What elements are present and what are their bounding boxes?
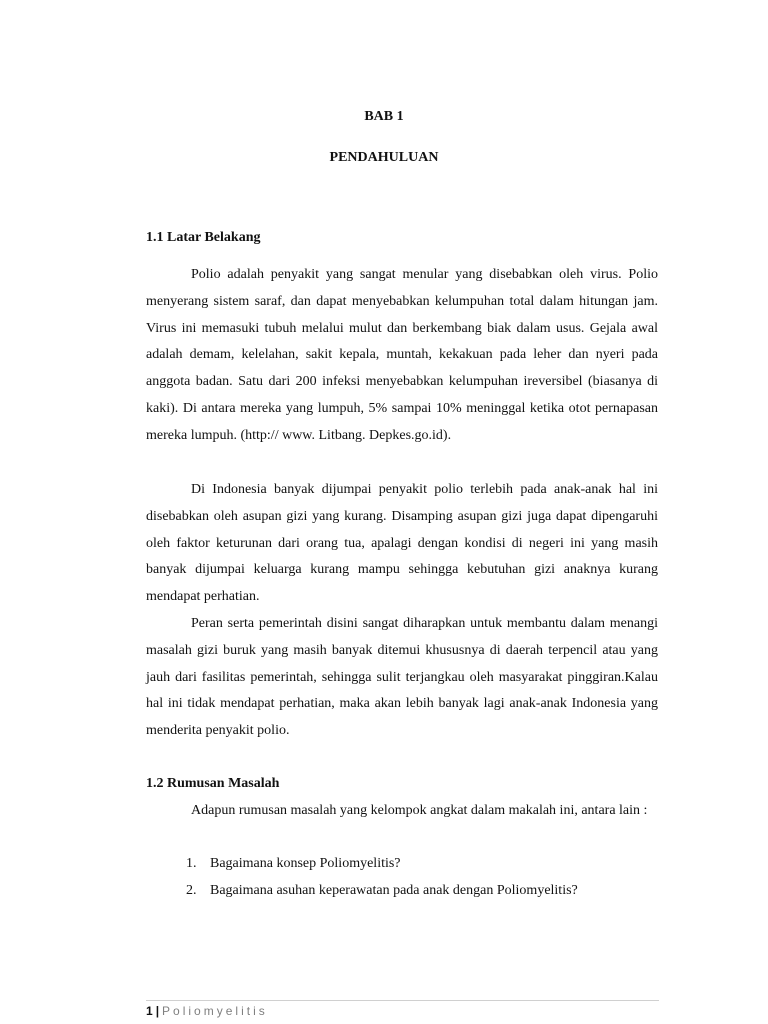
footer-divider	[146, 1000, 659, 1001]
list-item-text: Bagaimana asuhan keperawatan pada anak dengan Poliomyelitis?	[210, 882, 578, 898]
paragraph-3-text: Peran serta pemerintah disini sangat diharapkan untuk membantu dalam menangi masalah gizi buruk yang masih banyak ditemui khususnya di daerah terpencil atau yang jauh dari fasilitas pemerintah, sehingga sulit terjangkau oleh masyarakat pinggiran.Kalau hal ini tidak mendapat perhatian, maka akan lebih banyak lagi anak-anak Indonesia yang menderita penyakit polio.	[146, 616, 658, 739]
section-title-latar-belakang: 1.1 Latar Belakang	[146, 230, 261, 245]
rumusan-list	[186, 851, 658, 905]
list-item-number: 2.	[186, 882, 197, 898]
paragraph-1	[146, 262, 658, 450]
list-item-text: Bagaimana konsep Poliomyelitis?	[210, 856, 401, 871]
list-item-number: 1.	[186, 856, 197, 871]
chapter-title: PENDAHULUAN	[329, 150, 439, 165]
paragraph-rumusan-intro	[146, 798, 658, 825]
page-footer	[146, 1004, 268, 1018]
chapter-number: BAB 1	[364, 109, 404, 124]
paragraph-2-text: Di Indonesia banyak dijumpai penyakit polio terlebih pada anak-anak hal ini disebabkan oleh asupan gizi yang kurang. Disamping asupan gizi juga dapat dipengaruhi oleh faktor keturunan dari orang tua, apalagi dengan kondisi di negeri ini yang masih banyak dijumpai keluarga kurang mampu sehingga kebutuhan gizi anaknya kurang mendapat perhatian.	[146, 482, 658, 605]
paragraph-2	[146, 477, 658, 611]
rumusan-intro-text: Adapun rumusan masalah yang kelompok angkat dalam makalah ini, antara lain :	[191, 803, 648, 818]
footer-title: Poliomyelitis	[162, 1004, 268, 1018]
list-item	[186, 878, 658, 905]
paragraph-1-text: Polio adalah penyakit yang sangat menular yang disebabkan oleh virus. Polio menyerang sistem saraf, dan dapat menyebabkan kelumpuhan total dalam hitungan jam. Virus ini memasuki tubuh melalui mulut dan berkembang biak dalam usus. Gejala awal adalah demam, kelelahan, sakit kepala, muntah, kekakuan pada leher dan nyeri pada anggota badan. Satu dari 200 infeksi menyebabkan kelumpuhan ireversibel (biasanya di kaki). Di antara mereka yang lumpuh, 5% sampai 10% meninggal ketika otot pernapasan mereka lumpuh. (http:// www. Litbang. Depkes.go.id).	[146, 267, 658, 443]
section-title-rumusan-masalah: 1.2 Rumusan Masalah	[146, 776, 280, 791]
footer-separator: |	[155, 1004, 160, 1018]
page-number: 1	[146, 1004, 153, 1018]
paragraph-3	[146, 611, 658, 745]
list-item	[186, 851, 658, 878]
